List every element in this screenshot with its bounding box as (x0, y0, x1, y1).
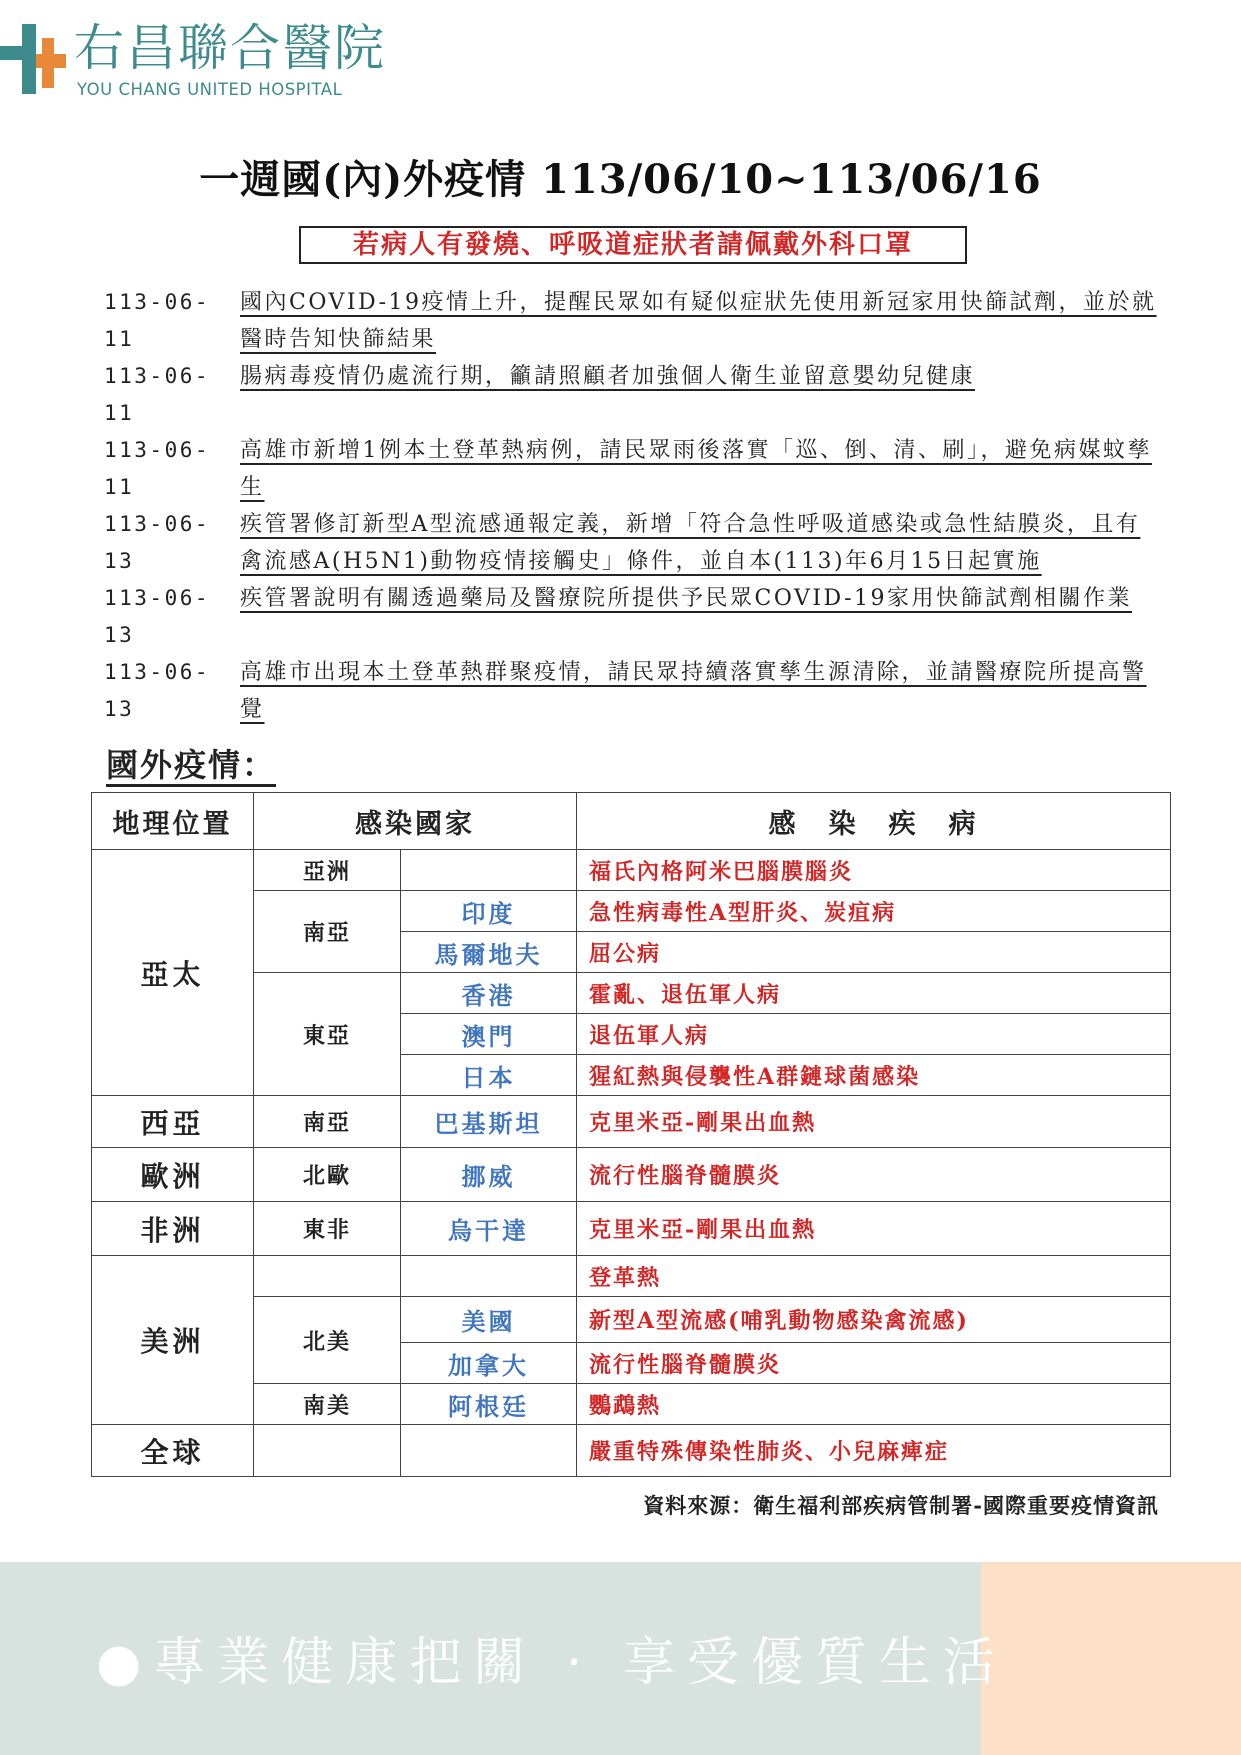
news-item (104, 580, 1164, 654)
table-row (92, 973, 1171, 1014)
disease-cell: 新型A型流感(哺乳動物感染禽流感) (577, 1297, 1171, 1343)
logo-chinese-name: 右昌聯合醫院 (74, 19, 386, 77)
country-cell: 澳門 (401, 1014, 577, 1055)
country-cell: 馬爾地夫 (401, 932, 577, 973)
disease-cell: 退伍軍人病 (577, 1014, 1171, 1055)
table-row (92, 850, 1171, 891)
news-text: 國內COVID-19疫情上升，提醒民眾如有疑似症狀先使用新冠家用快篩試劑，並於就醫時告知快篩結果 (240, 290, 1157, 352)
country-cell: 日本 (401, 1055, 577, 1096)
region-cell: 美洲 (92, 1256, 254, 1425)
disease-cell: 福氏內格阿米巴腦膜腦炎 (577, 850, 1171, 891)
news-date: 113-06-11 (104, 438, 211, 499)
foreign-heading: 國外疫情： (106, 746, 277, 784)
country-cell: 阿根廷 (401, 1384, 577, 1425)
page-title: 一週國(內)外疫情 113/06/10~113/06/16 (199, 156, 1042, 203)
news-date: 113-06-11 (104, 364, 211, 425)
subregion-cell: 亞洲 (254, 850, 401, 891)
news-text: 高雄市出現本土登革熱群聚疫情，請民眾持續落實孳生源清除，並請醫療院所提高警覺 (240, 660, 1147, 722)
news-text: 腸病毒疫情仍處流行期，籲請照顧者加強個人衛生並留意嬰幼兒健康 (240, 364, 976, 389)
country-cell: 美國 (401, 1297, 577, 1343)
region-cell: 亞太 (92, 850, 254, 1096)
footer-accent-block (981, 1562, 1241, 1755)
subregion-cell: 東亞 (254, 973, 401, 1096)
country-cell: 加拿大 (401, 1343, 577, 1384)
disease-cell: 嚴重特殊傳染性肺炎、小兒麻痺症 (577, 1425, 1171, 1477)
news-date: 113-06-13 (104, 586, 211, 647)
table-row (92, 1425, 1171, 1477)
subregion-cell: 北歐 (254, 1148, 401, 1202)
table-row (92, 1297, 1171, 1343)
header-disease: 感 染 疾 病 (577, 793, 1171, 850)
country-cell: 巴基斯坦 (401, 1096, 577, 1148)
news-item (104, 506, 1164, 580)
table-row (92, 891, 1171, 932)
hospital-logo (0, 10, 420, 99)
subregion-cell: 南亞 (254, 1096, 401, 1148)
subregion-cell: 北美 (254, 1297, 401, 1384)
table-row (92, 1384, 1171, 1425)
disease-cell: 屈公病 (577, 932, 1171, 973)
news-text: 疾管署說明有關透過藥局及醫療院所提供予民眾COVID-19家用快篩試劑相關作業 (240, 586, 1133, 611)
country-cell: 香港 (401, 973, 577, 1014)
disease-cell: 登革熱 (577, 1256, 1171, 1297)
hospital-cross-icon (0, 24, 70, 94)
subregion-cell (254, 1425, 401, 1477)
subregion-cell: 南美 (254, 1384, 401, 1425)
news-item (104, 358, 1164, 432)
news-date: 113-06-13 (104, 660, 211, 721)
subregion-cell: 南亞 (254, 891, 401, 973)
disease-cell: 霍亂、退伍軍人病 (577, 973, 1171, 1014)
news-date: 113-06-11 (104, 290, 211, 351)
subregion-cell (254, 1256, 401, 1297)
header-region: 地理位置 (92, 793, 254, 850)
country-cell: 烏干達 (401, 1202, 577, 1256)
foreign-outbreak-table (91, 792, 1171, 1477)
news-item (104, 432, 1164, 506)
table-row (92, 1202, 1171, 1256)
domestic-news-list (104, 284, 1164, 728)
table-row (92, 1096, 1171, 1148)
disease-cell: 鸚鵡熱 (577, 1384, 1171, 1425)
country-cell (401, 850, 577, 891)
footer-slogan: ●專業健康把關 · 享受優質生活 (96, 1633, 1007, 1693)
country-cell: 印度 (401, 891, 577, 932)
country-cell: 挪威 (401, 1148, 577, 1202)
region-cell: 全球 (92, 1425, 254, 1477)
news-item (104, 284, 1164, 358)
news-text: 疾管署修訂新型A型流感通報定義，新增「符合急性呼吸道感染或急性結膜炎，且有禽流感A(H5N1)動物疫情接觸史」條件，並自本(113)年6月15日起實施 (240, 512, 1141, 574)
region-cell: 西亞 (92, 1096, 254, 1148)
news-text: 高雄市新增1例本土登革熱病例，請民眾雨後落實「巡、倒、清、刷」，避免病媒蚊孳生 (240, 438, 1152, 500)
news-date: 113-06-13 (104, 512, 211, 573)
news-item (104, 654, 1164, 728)
region-cell: 非洲 (92, 1202, 254, 1256)
footer-banner (0, 1562, 1241, 1755)
disease-cell: 克里米亞-剛果出血熱 (577, 1096, 1171, 1148)
header-country: 感染國家 (254, 793, 577, 850)
disease-cell: 急性病毒性A型肝炎、炭疽病 (577, 891, 1171, 932)
logo-english-name: YOU CHANG UNITED HOSPITAL (77, 80, 343, 99)
table-header-row (92, 793, 1171, 850)
country-cell (401, 1425, 577, 1477)
disease-cell: 猩紅熱與侵襲性A群鏈球菌感染 (577, 1055, 1171, 1096)
region-cell: 歐洲 (92, 1148, 254, 1202)
disease-cell: 克里米亞-剛果出血熱 (577, 1202, 1171, 1256)
subregion-cell: 東非 (254, 1202, 401, 1256)
country-cell (401, 1256, 577, 1297)
table-row (92, 1148, 1171, 1202)
mask-notice: 若病人有發燒、呼吸道症狀者請佩戴外科口罩 (299, 226, 967, 264)
disease-cell: 流行性腦脊髓膜炎 (577, 1148, 1171, 1202)
disease-cell: 流行性腦脊髓膜炎 (577, 1343, 1171, 1384)
table-row (92, 1256, 1171, 1297)
data-source: 資料來源：衛生福利部疾病管制署-國際重要疫情資訊 (643, 1493, 1159, 1518)
